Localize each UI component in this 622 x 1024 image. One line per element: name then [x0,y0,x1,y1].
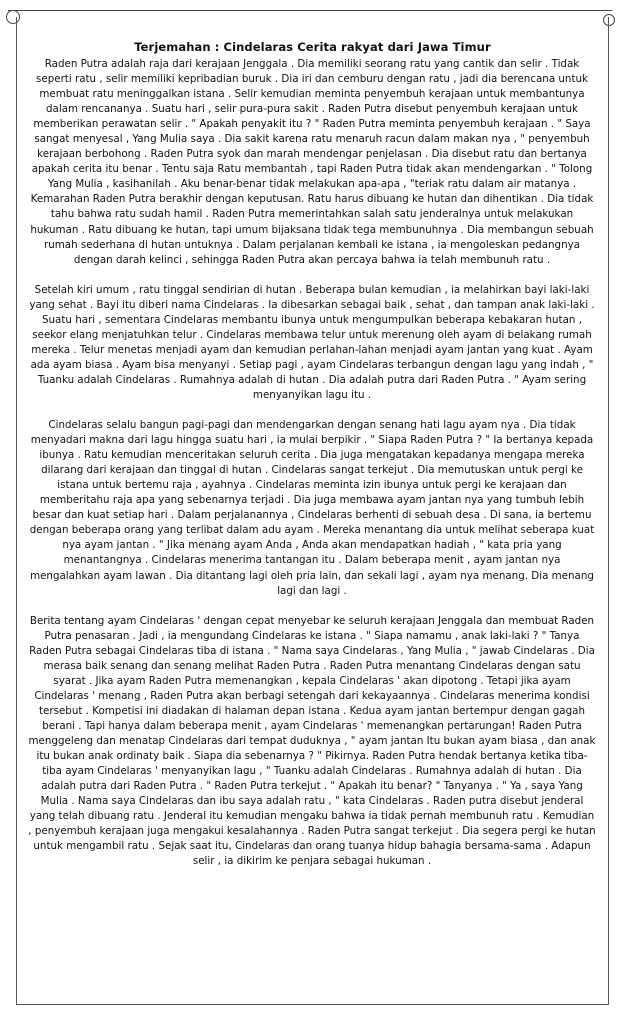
document-title: Terjemahan : Cindelaras Cerita rakyat dari Jawa Timur [134,40,491,54]
story-paragraph-2: Setelah kiri umum , ratu tinggal sendirian di hutan . Beberapa bulan kemudian , ia melahirkan bayi laki-laki yang sehat . Bayi itu diberi nama Cindelaras . Ia dibesarkan sebagai baik , sehat , dan tampan anak laki-laki . Suatu hari , sementara Cindelaras membantu ibunya untuk mengumpulkan beberapa kebakaran hutan , seekor elang menjatuhkan telur . Cindelaras membawa telur untuk merenung oleh ayam di belakang rumah mereka . Telur menetas menjadi ayam dan kemudian perlahan-lahan menjadi ayam jantan yang kuat . Ayam ada ayam biasa . Ayam bisa menyanyi . Setiap pagi , ayam Cindelaras terbangun dengan lagu yang indah , " Tuanku adalah Cindelaras . Rumahnya adalah di hutan . Dia adalah putra dari Raden Putra . " Ayam sering menyanyikan lagu itu . [29,283,595,401]
story-paragraph-4: Berita tentang ayam Cindelaras ' dengan cepat menyebar ke seluruh kerajaan Jenggala dan membuat Raden Putra penasaran . Jadi , ia mengundang Cindelaras ke istana . " Siapa namamu , anak laki-laki ? " Tanya Raden Putra sebagai Cindelaras tiba di istana . " Nama saya Cindelaras , Yang Mulia , " jawab Cindelaras . Dia merasa baik senang dan senang melihat Raden Putra . Raden Putra menantang Cindelaras dengan satu syarat . Jika ayam Raden Putra memenangkan , kepala Cindelaras ' akan dipotong . Tetapi jika ayam Cindelaras ' menang , Raden Putra akan berbagi setengah dari kekayaannya . Cindelaras menerima kondisi tersebut . Kompetisi ini diadakan di halaman depan istana . Kedua ayam jantan bertempur dengan gagah berani . Tapi hanya dalam beberapa menit , ayam Cindelaras ' memenangkan pertarungan! Raden Putra menggeleng dan menatap Cindelaras dari tempat duduknya , " ayam jantan Itu bukan ayam biasa , dan anak itu bukan anak ordinaty baik . Siapa dia sebenarnya ? " Pikirnya. Raden Putra hendak bertanya ketika tiba-tiba ayam Cindelaras ' menyanyikan lagu , " Tuanku adalah Cindelaras . Rumahnya adalah di hutan . Dia adalah putra dari Raden Putra . " Raden Putra terkejut . " Apakah itu benar? " Tanyanya . " Ya , saya Yang Mulia . Nama saya Cindelaras dan ibu saya adalah ratu , " kata Cindelaras . Raden putra disebut jenderal yang telah dibuang ratu . Jenderal itu kemudian mengaku bahwa ia tidak pernah membunuh ratu . Kemudian , penyembuh kerajaan juga mengakui kesalahannya . Raden Putra sangat terkejut . Dia segera pergi ke hutan untuk mengambil ratu . Sejak saat itu, Cindelaras dan orang tuanya hidup bahagia bersama-sama . Adapun selir , ia dikirim ke penjara sebagai hukuman . [28,614,596,868]
story-paragraph-3: Cindelaras selalu bangun pagi-pagi dan mendengarkan dengan senang hati lagu ayam nya . Dia tidak menyadari makna dari lagu hingga suatu hari , ia mulai berpikir . " Siapa Raden Putra ? " Ia bertanya kepada ibunya . Ratu kemudian menceritakan seluruh cerita . Dia juga mengatakan kepadanya mengapa mereka dilarang dari kerajaan dan tinggal di hutan . Cindelaras sangat terkejut . Dia memutuskan untuk pergi ke istana untuk bertemu raja , ayahnya . Cindelaras meminta izin ibunya untuk pergi ke kerajaan dan memberitahu raja apa yang sebenarnya terjadi . Dia juga membawa ayam jantan nya yang tumbuh lebih besar dan kuat setiap hari . Dalam perjalanannya , Cindelaras berhenti di sebuah desa . Di sana, ia bertemu dengan beberapa orang yang terlibat dalam adu ayam . Mereka menantang dia untuk melihat seberapa kuat nya ayam jantan . " Jika menang ayam Anda , Anda akan mendapatkan hadiah , " kata pria yang menantangnya . Cindelaras menerima tantangan itu . Dalam beberapa menit , ayam jantan nya mengalahkan ayam lawan . Dia ditantang lagi oleh pria lain, dan sekali lagi , ayam nya menang. Dia menang lagi dan lagi . [29,419,595,597]
story-body [28,57,596,884]
story-paragraph-1: Raden Putra adalah raja dari kerajaan Jenggala . Dia memiliki seorang ratu yang cantik dan selir . Tidak seperti ratu , selir memiliki kepribadian buruk . Dia iri dan cemburu dengan ratu , jadi dia berencana untuk membuat ratu meninggalkan istana . Selir kemudian meminta penyembuh kerajaan untuk membantunya dalam rencananya . Suatu hari , selir pura-pura sakit . Raden Putra disebut penyembuh kerajaan untuk memberikan perawatan selir . " Apakah penyakit itu ? " Raden Putra meminta penyembuh kerajaan . " Saya sangat menyesal , Yang Mulia saya . Dia sakit karena ratu menaruh racun dalam makan nya , " penyembuh kerajaan berbohong . Raden Putra syok dan marah mendengar penjelasan . Dia disebut ratu dan bertanya apakah cerita itu benar . Tentu saja Ratu membantah , tapi Raden Putra tidak akan mendengarkan . " Tolong Yang Mulia , kasihanilah . Aku benar-benar tidak melakukan apa-apa , "teriak ratu dalam air matanya . Kemarahan Raden Putra berakhir dengan keputusan. Ratu harus dibuang ke hutan dan dihentikan . Dia tidak tahu bahwa ratu sudah hamil . Raden Putra memerintahkan salah satu jenderalnya untuk melakukan hukuman . Ratu dibuang ke hutan, tapi umum bijaksana tidak tega membunuhnya . Dia membangun sebuah rumah sederhana di hutan untuknya . Dalam perjalanan kembali ke istana , ia mengoleskan pedangnya dengan darah kelinci , sehingga Raden Putra akan percaya bahwa ia telah membunuh ratu . [30,58,594,266]
